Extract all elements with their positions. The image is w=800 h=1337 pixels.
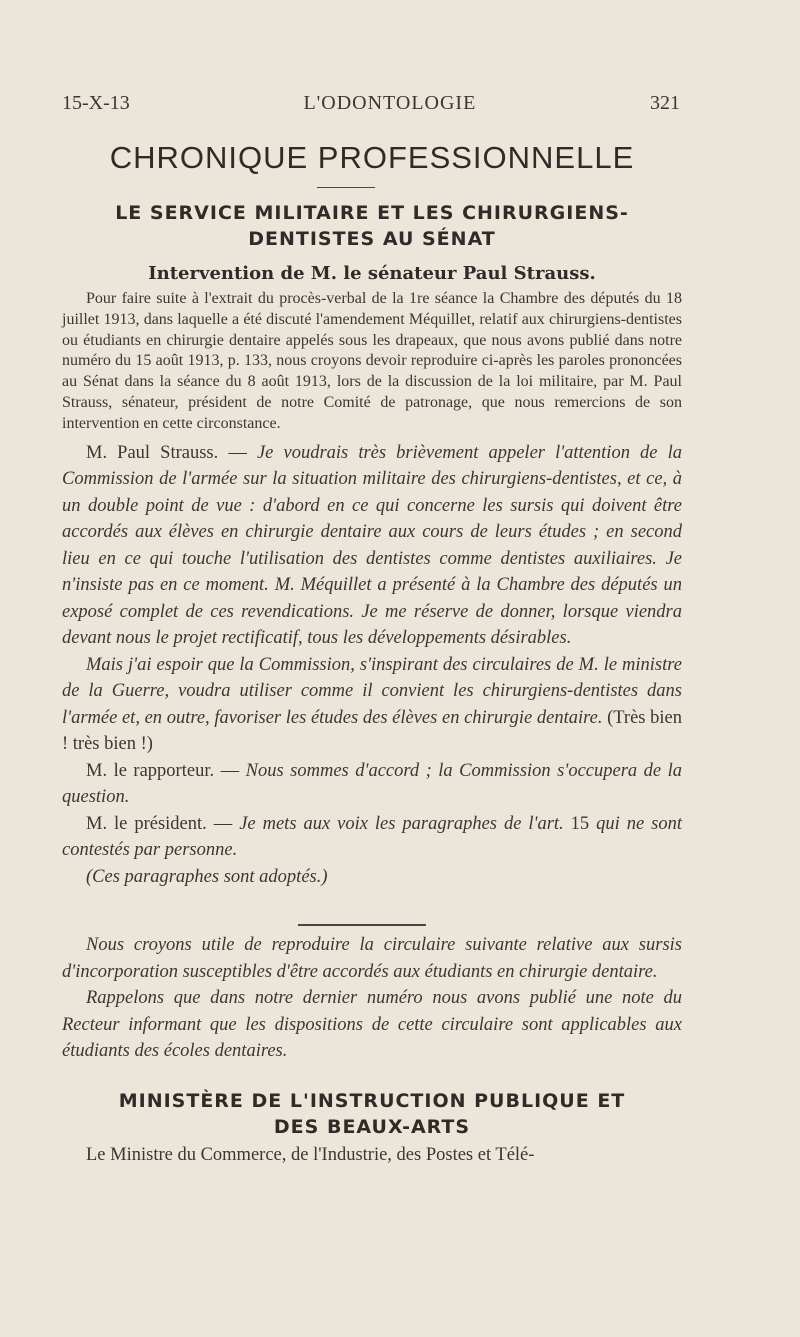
editorial-note [62,932,682,1065]
speaker-rapporteur: M. le rapporteur. — [86,760,240,781]
adoption-note: (Ces paragraphes sont adoptés.) [86,866,328,887]
ministere-title-line2: DES BEAUX-ARTS [273,1116,471,1138]
strauss-speech: Je voudrais très brièvement appeler l'attention de la Commission de l'armée sur la situation militaire des chirurgiens-dentistes, et ce, à un double point de vue : d'abord en ce qui concerne les sursis qui doivent être accordés aux élèves en chirurgie dentaire aux cours de leurs études ; en second lieu en ce qui touche l'utilisation des dentistes comme dentistes auxiliaires. Je n'insiste pas en ce moment. M. Méquillet a présenté à la Chambre des députés un exposé complet de ces revendications. Je me réserve de donner, lorsque viendra devant nous le projet rectificatif, tous les développements désirables. [62,442,682,649]
page-number: 321 [649,92,680,114]
title-divider [317,187,375,188]
running-head [62,92,680,115]
section-service-militaire [62,200,682,890]
ministere-title-line1: MINISTÈRE DE L'INSTRUCTION PUBLIQUE ET [118,1090,626,1112]
article-number: 15 [570,813,590,834]
section-subtitle: Intervention de M. le sénateur Paul Strauss. [148,263,596,284]
section-title-line2: DENTISTES AU SÉNAT [248,228,496,250]
president-paragraph [62,811,682,864]
strauss-speech-paragraph [62,440,682,652]
section-title-line1: LE SERVICE MILITAIRE ET LES CHIRURGIENS- [115,202,629,224]
editorial-paragraph-1: Nous croyons utile de reproduire la circulaire suivante relative aux sursis d'incorporation susceptibles d'être accordés aux étudiants en chirurgie dentaire. [62,935,682,982]
applause: (Très bien ! très bien !) [62,707,682,755]
section-divider [298,924,426,926]
strauss-speech-2: Mais j'ai espoir que la Commission, s'inspirant des circulaires de M. le ministre de la Guerre, voudra utiliser comme il convient les chirurgiens-dentistes dans l'armée et, en outre, favoriser les études des élèves en chirurgie dentaire. [62,654,682,728]
ministere-opening: Le Ministre du Commerce, de l'Industrie, des Postes et Télé- [86,1145,535,1165]
journal-title: L'ODONTOLOGIE [303,92,477,114]
intro-paragraph: Pour faire suite à l'extrait du procès-verbal de la 1re séance la Chambre des députés du 18 juillet 1913, dans laquelle a été discuté l'amendement Méquillet, relatif aux chirurgiens-dentistes ou étudiants en chirurgie dentaire appelés sous les drapeaux, que nous avons publié dans notre numéro du 15 août 1913, p. 133, nous croyons devoir reproduire ci-après les paroles prononcées au Sénat dans la séance du 8 août 1913, lors de la discussion de la loi militaire, par M. Paul Strauss, sénateur, président de notre Comité de patronage, que nous remercions de son intervention en cette circonstance. [62,290,682,432]
president-speech-b: qui ne sont contestés par personne. [62,813,682,861]
section-ministere [62,1088,682,1169]
strauss-speech-paragraph-2 [62,652,682,758]
rapporteur-speech: Nous sommes d'accord ; la Commission s'occupera de la question. [62,760,683,808]
editorial-paragraph-2: Rappelons que dans notre dernier numéro nous avons publié une note du Recteur informant que les dispositions de cette circulaire sont applicables aux étudiants des écoles dentaires. [62,988,682,1061]
president-speech-a: Je mets aux voix les paragraphes de l'art. [239,813,564,834]
chronique-title: CHRONIQUE PROFESSIONNELLE [109,140,635,175]
speaker-strauss: M. Paul Strauss. — [86,442,247,463]
speaker-president: M. le président. — [86,813,233,834]
rapporteur-paragraph [62,758,682,811]
issue-date: 15-X-13 [62,92,130,114]
